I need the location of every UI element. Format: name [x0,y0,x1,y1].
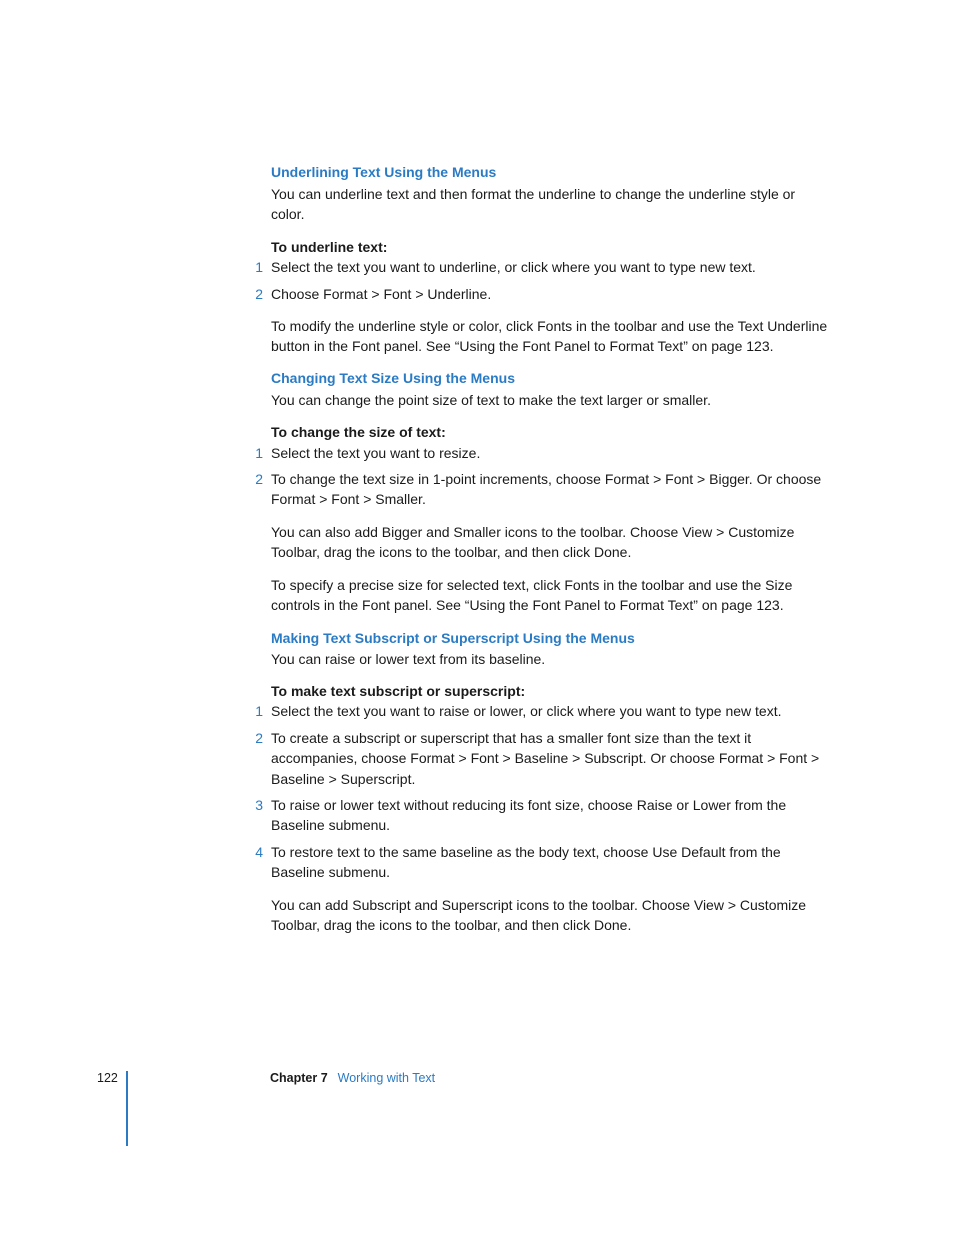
step-number: 4 [255,843,263,860]
section-intro: You can change the point size of text to make the text larger or smaller. [271,391,711,408]
section-intro: You can raise or lower text from its baseline. [271,650,546,667]
step-number: 1 [255,444,263,461]
step-item [255,795,831,836]
note-paragraph: You can add Subscript and Superscript icons to the toolbar. Choose View > Customize Toolbar, drag the icons to the toolbar, and then click Done. [271,896,807,933]
step-text: To restore text to the same baseline as the body text, choose Use Default from the Baseline submenu. [271,843,781,881]
step-number: 1 [255,259,263,276]
note-paragraph: You can also add Bigger and Smaller icons to the toolbar. Choose View > Customize Toolbar, drag the icons to the toolbar, and then click Done. [271,523,795,561]
step-text: Select the text you want to raise or lower, or click where you want to type new text. [271,703,782,720]
task-label: To underline text: [271,238,388,255]
step-text: To change the text size in 1-point increments, choose Format > Font > Bigger. Or choose Format > Font > Smaller. [271,471,822,508]
step-text: To raise or lower text without reducing its font size, choose Raise or Lower from the Baseline submenu. [271,796,787,834]
step-text: Choose Format > Font > Underline. [271,285,492,302]
note-paragraph: To specify a precise size for selected text, click Fonts in the toolbar and use the Size controls in the Font panel. See “Using the Font Panel to Format Text” on page 123. [271,576,793,614]
section-intro: You can underline text and then format the underline to change the underline style or color. [271,186,796,223]
step-number: 3 [255,796,263,813]
step-item [255,469,831,510]
chapter-title-link[interactable]: Working with Text [337,1071,436,1085]
step-text: Select the text you want to underline, or click where you want to type new text. [271,259,756,276]
chapter-footer [270,1071,435,1085]
section-heading: Making Text Subscript or Superscript Using the Menus [271,629,635,646]
step-number: 2 [255,471,263,488]
step-number: 1 [255,703,263,720]
step-item [255,284,831,304]
step-item [255,728,831,789]
step-number: 2 [255,729,263,746]
section-heading: Underlining Text Using the Menus [271,164,497,180]
page-number: 122 [97,1071,118,1085]
footer-divider [126,1071,128,1146]
step-number: 2 [255,285,263,302]
step-item [255,842,831,883]
chapter-label: Chapter 7 [270,1071,328,1085]
step-item [255,443,831,463]
task-label: To make text subscript or superscript: [271,682,526,699]
note-paragraph: To modify the underline style or color, click Fonts in the toolbar and use the Text Underline button in the Font panel. See “Using the Font Panel to Format Text” on page 123. [271,318,828,355]
section-heading: Changing Text Size Using the Menus [271,369,515,386]
step-item [255,701,831,721]
step-text: To create a subscript or superscript that has a smaller font size than the text it accompanies, choose Format > Font > Baseline > Subscript. Or choose Format > Font > Baseline > Superscript. [271,729,820,787]
step-text: Select the text you want to resize. [271,444,481,461]
step-item [255,257,831,277]
task-label: To change the size of text: [271,424,446,441]
page-body [255,162,831,935]
